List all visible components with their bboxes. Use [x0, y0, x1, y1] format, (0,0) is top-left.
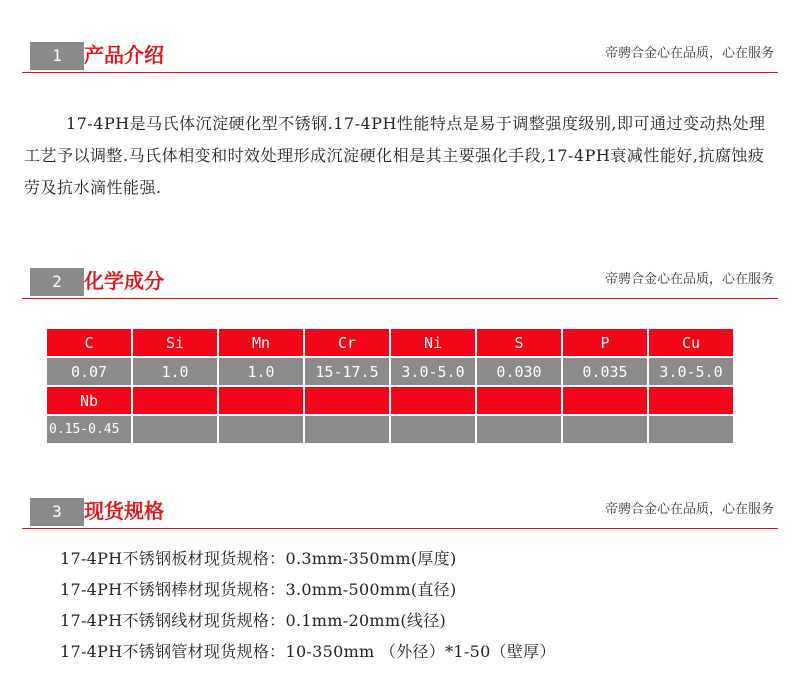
section-title: 化学成分 — [84, 269, 164, 293]
element-header: Cr — [304, 328, 390, 357]
section-number: 1 — [30, 42, 84, 70]
stock-spec-list — [60, 543, 556, 667]
section-slogan: 帝骋合金心在品质，心在服务 — [604, 46, 774, 61]
empty-cell — [562, 415, 648, 444]
element-value: 3.0-5.0 — [648, 357, 734, 386]
empty-cell — [304, 386, 390, 415]
element-value: 0.035 — [562, 357, 648, 386]
empty-cell — [648, 415, 734, 444]
empty-cell — [390, 415, 476, 444]
section-title: 产品介绍 — [84, 43, 164, 67]
empty-cell — [132, 386, 218, 415]
section-divider — [22, 528, 778, 529]
section-divider — [22, 72, 778, 73]
element-header: S — [476, 328, 562, 357]
empty-cell — [648, 386, 734, 415]
element-header: Cu — [648, 328, 734, 357]
element-value: 1.0 — [132, 357, 218, 386]
section-header-stock-specs — [22, 492, 778, 532]
section-number: 2 — [30, 268, 84, 296]
section-header-chemistry — [22, 262, 778, 302]
empty-cell — [304, 415, 390, 444]
spec-line-tube: 17-4PH不锈钢管材现货规格：10-350mm （外径）*1-50（壁厚） — [60, 642, 556, 661]
spec-line-wire: 17-4PH不锈钢线材现货规格：0.1mm-20mm(线径) — [60, 611, 447, 630]
section-number: 3 — [30, 498, 84, 526]
empty-cell — [218, 386, 304, 415]
element-value: 0.030 — [476, 357, 562, 386]
empty-cell — [562, 386, 648, 415]
spec-line-plate: 17-4PH不锈钢板材现货规格：0.3mm-350mm(厚度) — [60, 549, 457, 568]
element-header: Nb — [46, 386, 132, 415]
element-value: 3.0-5.0 — [390, 357, 476, 386]
section-slogan: 帝骋合金心在品质，心在服务 — [604, 272, 774, 287]
element-header: P — [562, 328, 648, 357]
empty-cell — [476, 415, 562, 444]
empty-cell — [476, 386, 562, 415]
element-header: Ni — [390, 328, 476, 357]
chemical-composition-table — [45, 327, 735, 445]
element-header: C — [46, 328, 132, 357]
element-header: Mn — [218, 328, 304, 357]
table-value-row — [46, 415, 734, 444]
section-title: 现货规格 — [84, 499, 164, 523]
section-header-product-intro — [22, 36, 778, 76]
element-value: 0.07 — [46, 357, 132, 386]
element-value: 0.15-0.45 — [46, 415, 132, 444]
element-value: 1.0 — [218, 357, 304, 386]
element-header: Si — [132, 328, 218, 357]
empty-cell — [132, 415, 218, 444]
empty-cell — [390, 386, 476, 415]
section-divider — [22, 298, 778, 299]
product-intro-text: 17-4PH是马氏体沉淀硬化型不锈钢.17-4PH性能特点是易于调整强度级别,即可通过变动热处理工艺予以调整.马氏体相变和时效处理形成沉淀硬化相是其主要强化手段,17-4PH衰减性能好,抗腐蚀疲劳及抗水滴性能强. — [24, 114, 766, 197]
section-slogan: 帝骋合金心在品质，心在服务 — [604, 502, 774, 517]
table-header-row — [46, 386, 734, 415]
spec-line-bar: 17-4PH不锈钢棒材现货规格：3.0mm-500mm(直径) — [60, 580, 457, 599]
table-header-row — [46, 328, 734, 357]
table-value-row — [46, 357, 734, 386]
element-value: 15-17.5 — [304, 357, 390, 386]
empty-cell — [218, 415, 304, 444]
